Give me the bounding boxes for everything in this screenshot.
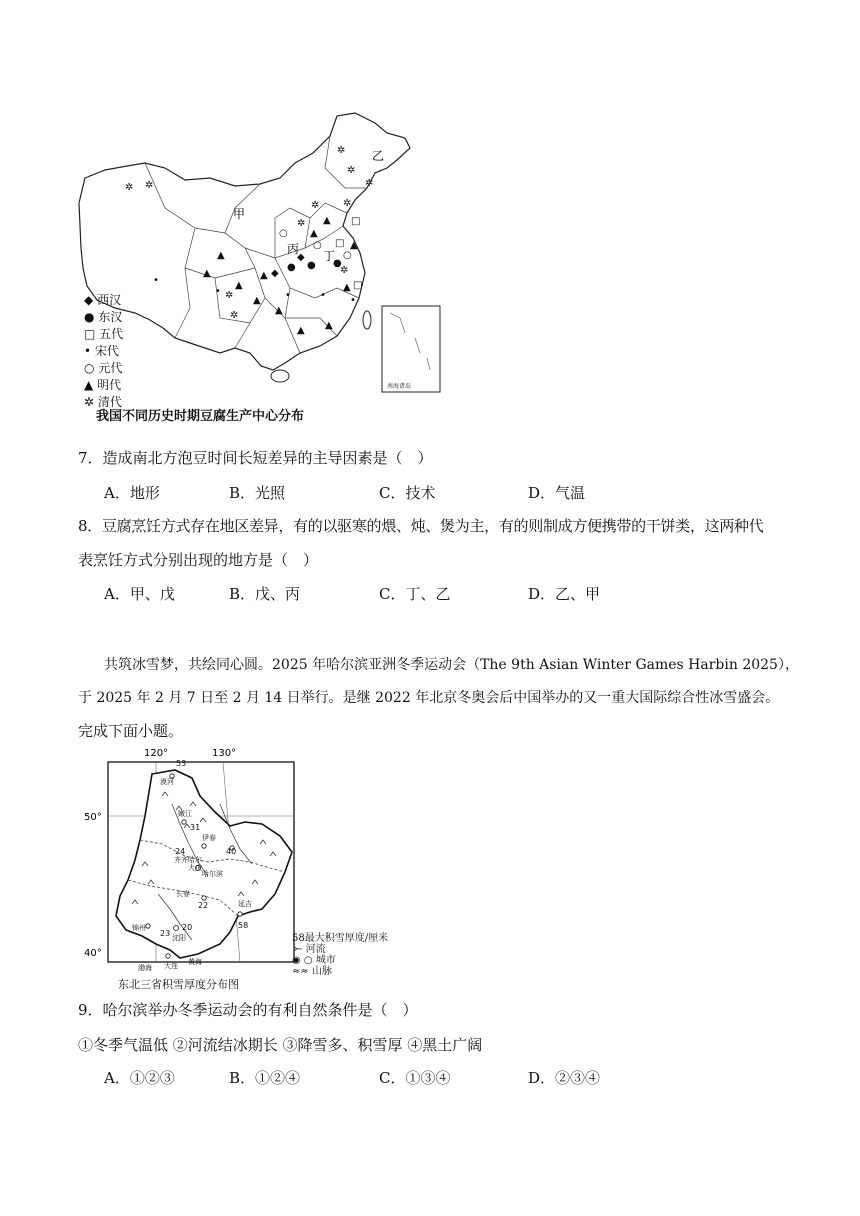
lat-50: 50°	[84, 812, 102, 823]
q9-option-a[interactable]: A．①②③	[104, 1069, 175, 1087]
svg-text:▲: ▲	[343, 282, 351, 293]
svg-text:●: ●	[333, 258, 342, 269]
map2-legend-mountain: ≈≈ 山脉	[292, 966, 332, 977]
svg-text:✲: ✲	[297, 218, 306, 229]
svg-text:•: •	[153, 275, 159, 286]
city-qiqihar: 齐齐哈尔	[174, 856, 202, 864]
svg-text:✲: ✲	[125, 182, 134, 193]
question-8-stem-line2: 表烹饪方式分别出现的地方是（ ）	[78, 551, 319, 569]
svg-text:✲: ✲	[145, 180, 154, 191]
svg-text:✲: ✲	[340, 265, 349, 276]
q8-option-b[interactable]: B．戊、丙	[229, 585, 301, 603]
legend-item: □ 五代	[84, 327, 124, 341]
svg-text:•: •	[350, 295, 356, 306]
svg-text:▲: ▲	[297, 325, 305, 336]
svg-text:◆: ◆	[297, 252, 305, 263]
river-icon: ⤚	[294, 944, 303, 955]
passage-line2: 于 2025 年 2 月 7 日至 2 月 14 日举行。是继 2022 年北京冬奥会后中国举办的又一重大国际综合性冰雪盛会。	[78, 690, 780, 706]
city-daqing: 大庆	[188, 864, 202, 872]
svg-text:✲: ✲	[365, 178, 374, 189]
inset-label: 南海诸岛	[387, 383, 412, 390]
region-label-jia: 甲	[233, 207, 246, 221]
svg-text:▲: ▲	[253, 295, 261, 306]
svg-text:□: □	[351, 216, 361, 227]
legend-item: ◆ 西汉	[84, 293, 122, 307]
value-mohe: 53	[176, 759, 187, 768]
svg-text:▲: ▲	[203, 268, 211, 279]
value-yanji: 58	[238, 921, 249, 930]
question-8-stem-line1: 8．豆腐烹饪方式存在地区差异，有的以驱寒的煨、炖、煲为主，有的则制成方便携带的干饼类，这两种代	[78, 517, 764, 535]
svg-text:✲: ✲	[230, 310, 239, 321]
legend-item: ▲ 明代	[84, 378, 122, 392]
svg-text:•: •	[320, 290, 326, 301]
q9-option-d[interactable]: D．②③④	[528, 1069, 601, 1087]
city-nenjiang: 嫩江	[178, 810, 192, 818]
value-shenyang: 20	[182, 923, 193, 932]
svg-text:•: •	[215, 286, 221, 297]
lat-40: 40°	[84, 948, 102, 959]
question-9-statements: ①冬季气温低 ②河流结冰期长 ③降雪多、积雪厚 ④黑土广阔	[78, 1036, 483, 1054]
map1-legend	[84, 292, 123, 411]
svg-text:□: □	[335, 238, 345, 249]
value-yichun: 40	[226, 847, 237, 856]
city-yichun: 伊春	[202, 834, 216, 842]
city-yanji: 延吉	[238, 900, 252, 908]
svg-text:▲: ▲	[260, 270, 268, 281]
city-shenyang: 沈阳	[172, 934, 186, 942]
value-qiqihar: 24	[175, 847, 186, 856]
northeast-map	[80, 744, 420, 980]
q7-option-c[interactable]: C．技术	[379, 484, 436, 502]
legend-item: • 宋代	[84, 344, 119, 358]
lon-130: 130°	[212, 748, 237, 759]
q8-option-a[interactable]: A．甲、戊	[104, 585, 175, 603]
q8-option-c[interactable]: C．丁、乙	[379, 585, 451, 603]
map2-legend-river: ⤚ 河流	[294, 944, 326, 955]
city-mohe: 漠河	[160, 778, 174, 786]
svg-text:✲: ✲	[225, 290, 234, 301]
svg-text:✲: ✲	[343, 198, 352, 209]
question-7-stem: 7．造成南北方泡豆时间长短差异的主导因素是（ ）	[78, 449, 433, 467]
q7-option-b[interactable]: B．光照	[229, 484, 286, 502]
svg-text:▲: ▲	[325, 320, 333, 331]
passage-line3: 完成下面小题。	[78, 722, 184, 740]
question-9-stem: 9．哈尔滨举办冬季运动会的有利自然条件是（ ）	[78, 1001, 418, 1019]
passage-line1: 共筑冰雪梦，共绘同心圆。2025 年哈尔滨亚洲冬季运动会（The 9th Asian Winter Games Harbin 2025），	[104, 657, 799, 673]
svg-text:○: ○	[279, 228, 288, 239]
map1-caption: 我国不同历史时期豆腐生产中心分布	[96, 409, 305, 424]
region-label-yi: 乙	[372, 149, 385, 163]
q9-option-b[interactable]: B．①②④	[229, 1069, 301, 1087]
svg-text:▲: ▲	[217, 250, 225, 261]
svg-text:✲: ✲	[311, 200, 320, 211]
svg-text:●: ●	[287, 262, 296, 273]
city-jinzhou: 锦州	[132, 924, 146, 932]
city-harbin: 哈尔滨	[202, 870, 223, 878]
value-changchun: 22	[198, 901, 209, 910]
svg-text:✲: ✲	[337, 145, 346, 156]
value-nenjiang: 31	[190, 823, 201, 832]
svg-text:▲: ▲	[275, 305, 283, 316]
city-changchun: 长春	[176, 890, 190, 898]
q7-option-a[interactable]: A．地形	[104, 484, 160, 502]
svg-text:▲: ▲	[350, 240, 358, 251]
map2-legend-value: 58最大积雪厚度/厘米	[292, 933, 389, 944]
svg-text:◆: ◆	[271, 268, 279, 279]
svg-text:•: •	[285, 290, 291, 301]
svg-text:▲: ▲	[323, 215, 331, 226]
region-label-bing: 丙	[287, 242, 300, 256]
region-label-ding: 丁	[323, 249, 336, 263]
legend-item: ✲ 清代	[84, 395, 122, 409]
q9-option-c[interactable]: C．①③④	[379, 1069, 451, 1087]
value-jinzhou: 23	[160, 929, 171, 938]
city-dalian: 大连	[164, 962, 178, 970]
map2-figure	[80, 744, 420, 980]
q7-option-d[interactable]: D．气温	[528, 484, 586, 502]
sea-bohai: 渤海	[138, 964, 152, 972]
svg-text:○: ○	[313, 240, 322, 251]
china-map	[75, 108, 455, 398]
svg-text:□: □	[353, 280, 363, 291]
svg-text:●: ●	[307, 260, 316, 271]
mountain-icon: ≈≈	[292, 966, 309, 977]
svg-text:▲: ▲	[235, 280, 243, 291]
q8-option-d[interactable]: D．乙、甲	[528, 585, 601, 603]
svg-text:▲: ▲	[310, 228, 318, 239]
city-icon: ◉ ○	[292, 955, 313, 966]
svg-text:○: ○	[343, 250, 352, 261]
map1-figure	[75, 108, 455, 398]
map2-caption: 东北三省积雪厚度分布图	[118, 978, 239, 991]
sea-huanghai: 黄海	[188, 958, 202, 966]
map2-legend-city: ◉ ○ 城市	[292, 955, 336, 966]
svg-text:✲: ✲	[347, 165, 356, 176]
legend-item: ● 东汉	[84, 310, 123, 324]
lon-120: 120°	[144, 748, 169, 759]
legend-item: ○ 元代	[84, 361, 123, 375]
